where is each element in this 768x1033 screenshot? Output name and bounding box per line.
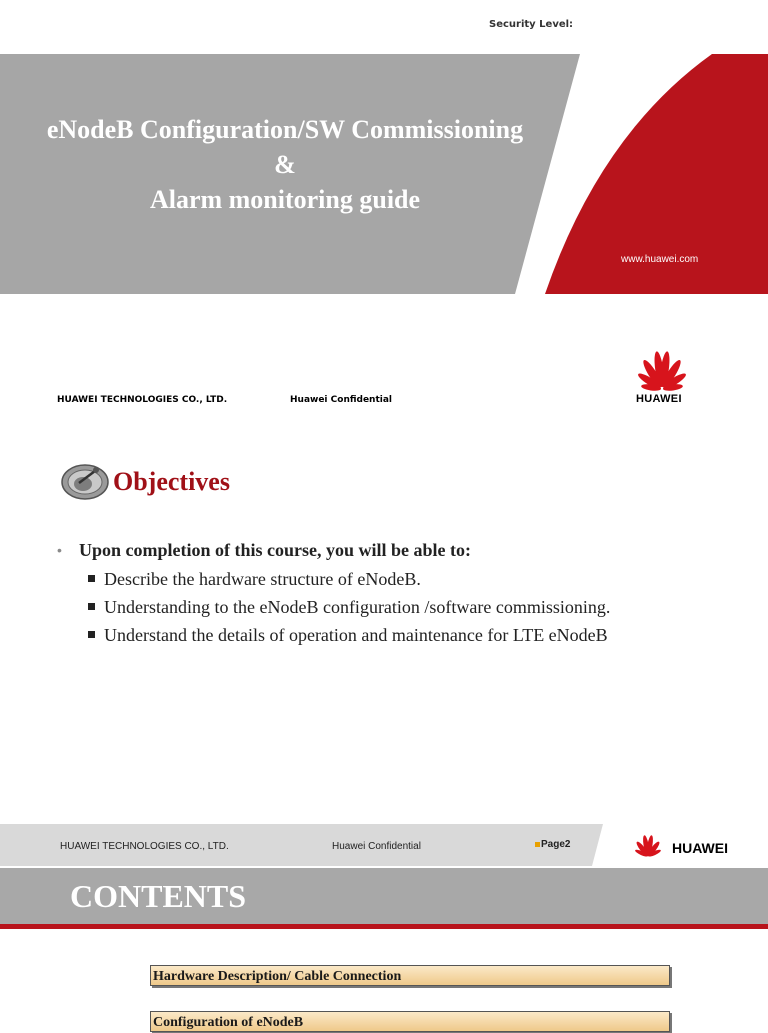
confidential-label: Huawei Confidential: [290, 395, 393, 405]
objectives-title: Objectives: [113, 467, 230, 496]
deck-title-line-1: eNodeB Configuration/SW Commissioning: [46, 115, 524, 144]
contents-item-configuration[interactable]: Configuration of eNodeB: [150, 1011, 670, 1032]
page-number-text: Page2: [541, 839, 571, 850]
square-bullet-icon: [88, 631, 95, 638]
footer-confidential: Huawei Confidential: [332, 841, 421, 852]
objectives-list: [88, 568, 610, 652]
square-bullet-icon: [88, 575, 95, 582]
page-number: [535, 839, 570, 850]
huawei-footer-logo-icon: [630, 834, 666, 863]
company-name: HUAWEI TECHNOLOGIES CO., LTD.: [57, 395, 228, 405]
contents-divider: [0, 924, 768, 929]
page-marker-icon: [535, 842, 540, 847]
contents-item-hardware[interactable]: Hardware Description/ Cable Connection: [150, 965, 670, 986]
list-item-text: Describe the hardware structure of eNodeB.: [104, 569, 421, 589]
square-bullet-icon: [88, 603, 95, 610]
list-item: [88, 624, 610, 652]
lead-bullet: •: [57, 542, 62, 558]
list-item: [88, 596, 610, 624]
deck-title: [0, 112, 570, 217]
huawei-logo-text: HUAWEI: [636, 393, 682, 405]
list-item-text: Understand the details of operation and maintenance for LTE eNodeB: [104, 625, 608, 645]
website-url[interactable]: www.huawei.com: [621, 254, 699, 265]
deck-title-line-3: Alarm monitoring guide: [149, 185, 421, 214]
deck-title-line-2: &: [274, 150, 296, 179]
huawei-logo-icon: [634, 349, 690, 396]
objectives-lead: Upon completion of this course, you will be able to:: [79, 540, 472, 560]
list-item-text: Understanding to the eNodeB configuration /software commissioning.: [104, 597, 611, 617]
objectives-icon: [61, 463, 109, 506]
footer-company: HUAWEI TECHNOLOGIES CO., LTD.: [60, 841, 229, 852]
security-level-label: Security Level:: [489, 19, 574, 30]
contents-title: CONTENTS: [70, 878, 247, 914]
list-item: [88, 568, 610, 596]
huawei-footer-logo-text: HUAWEI: [672, 840, 728, 856]
